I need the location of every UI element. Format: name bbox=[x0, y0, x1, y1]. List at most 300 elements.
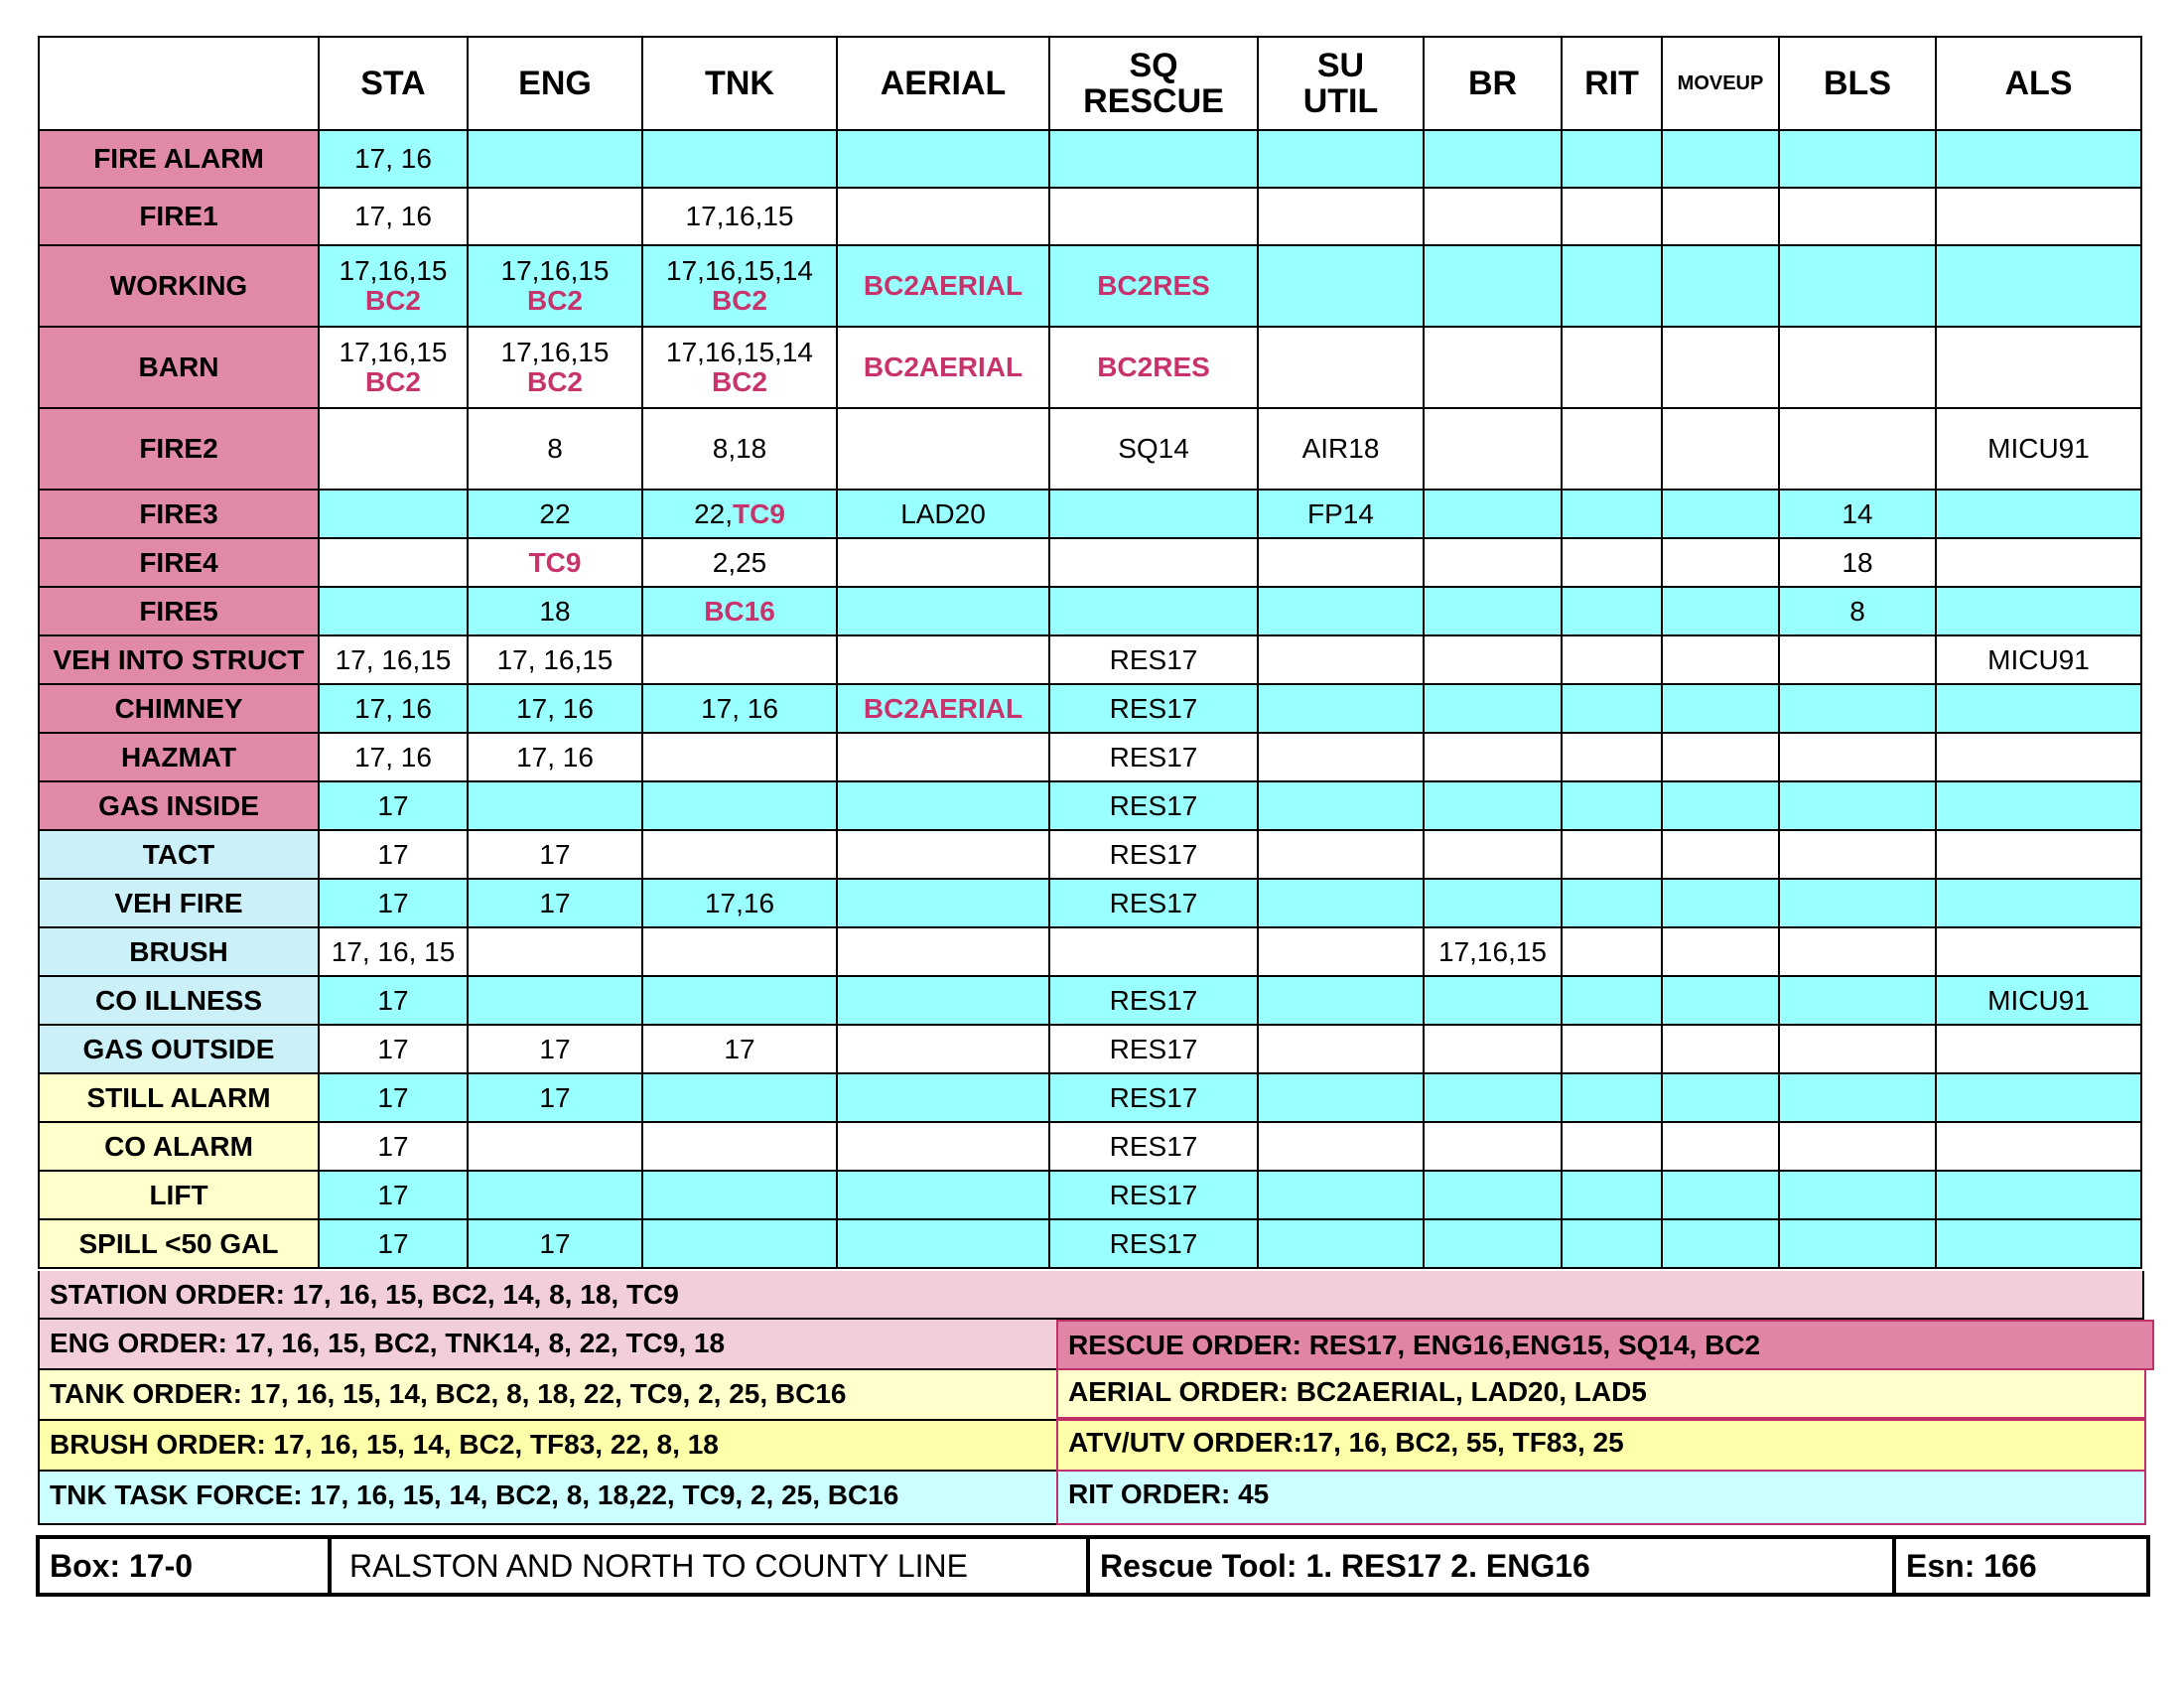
table-cell bbox=[1779, 1122, 1936, 1171]
table-cell bbox=[1662, 1122, 1779, 1171]
row-label: VEH INTO STRUCT bbox=[39, 635, 319, 684]
table-cell bbox=[1936, 830, 2141, 879]
table-row bbox=[39, 1025, 2141, 1073]
table-cell bbox=[1779, 587, 1936, 635]
row-label: FIRE1 bbox=[39, 188, 319, 245]
table-cell bbox=[642, 587, 837, 635]
row-label: BARN bbox=[39, 327, 319, 408]
unit-assignment: 8 bbox=[1849, 595, 1865, 627]
column-header-aerial: AERIAL bbox=[837, 37, 1049, 130]
unit-assignment-highlight: BC2RES bbox=[1097, 270, 1210, 301]
table-cell bbox=[1779, 408, 1936, 490]
table-cell bbox=[1562, 490, 1662, 538]
table-cell bbox=[468, 1025, 642, 1073]
column-header-su-util: SU UTIL bbox=[1258, 37, 1424, 130]
table-cell bbox=[319, 490, 468, 538]
table-cell bbox=[468, 1219, 642, 1268]
table-cell bbox=[468, 538, 642, 587]
table-cell bbox=[642, 1219, 837, 1268]
table-cell bbox=[1258, 976, 1424, 1025]
table-cell bbox=[319, 976, 468, 1025]
unit-assignment: 17 bbox=[377, 1179, 409, 1210]
table-cell bbox=[1049, 490, 1258, 538]
unit-assignment-highlight: TC9 bbox=[733, 497, 785, 529]
table-cell bbox=[319, 733, 468, 781]
table-cell bbox=[1936, 879, 2141, 927]
table-cell bbox=[1049, 1122, 1258, 1171]
table-cell bbox=[1562, 587, 1662, 635]
table-cell bbox=[319, 327, 468, 408]
table-cell bbox=[1049, 635, 1258, 684]
table-cell bbox=[1258, 188, 1424, 245]
table-cell bbox=[468, 1073, 642, 1122]
column-header-bls: BLS bbox=[1779, 37, 1936, 130]
table-cell bbox=[642, 1073, 837, 1122]
table-cell bbox=[1779, 327, 1936, 408]
unit-assignment: 17,16 bbox=[704, 887, 775, 918]
unit-assignment-highlight: BC2AERIAL bbox=[863, 270, 1024, 301]
table-cell bbox=[1424, 130, 1562, 188]
table-cell bbox=[319, 538, 468, 587]
table-cell bbox=[1562, 1122, 1662, 1171]
table-cell bbox=[319, 245, 468, 327]
table-cell bbox=[642, 538, 837, 587]
unit-assignment: SQ14 bbox=[1118, 433, 1189, 464]
aerial-order: AERIAL ORDER: BC2AERIAL, LAD20, LAD5 bbox=[1056, 1370, 2146, 1419]
table-cell bbox=[1562, 1025, 1662, 1073]
unit-assignment-highlight: BC2 bbox=[526, 366, 583, 397]
table-cell bbox=[642, 733, 837, 781]
unit-assignment: 17 bbox=[539, 1033, 571, 1064]
unit-assignment: MICU91 bbox=[1987, 984, 2090, 1016]
area-description: RALSTON AND NORTH TO COUNTY LINE bbox=[349, 1548, 968, 1584]
table-cell bbox=[1662, 879, 1779, 927]
row-label: LIFT bbox=[39, 1171, 319, 1219]
unit-assignment: 22 bbox=[539, 497, 571, 529]
table-cell bbox=[837, 684, 1049, 733]
table-cell bbox=[837, 327, 1049, 408]
table-cell bbox=[642, 781, 837, 830]
table-cell bbox=[1936, 1073, 2141, 1122]
unit-assignment: 17,16,15,14 bbox=[666, 337, 813, 367]
table-cell bbox=[1779, 733, 1936, 781]
table-cell bbox=[1424, 781, 1562, 830]
row-label: VEH FIRE bbox=[39, 879, 319, 927]
column-header-br: BR bbox=[1424, 37, 1562, 130]
table-row bbox=[39, 587, 2141, 635]
table-cell bbox=[319, 684, 468, 733]
table-cell bbox=[468, 781, 642, 830]
table-cell bbox=[1258, 1171, 1424, 1219]
table-cell bbox=[1779, 635, 1936, 684]
table-cell bbox=[1049, 1171, 1258, 1219]
table-cell bbox=[837, 1219, 1049, 1268]
table-cell bbox=[837, 830, 1049, 879]
esn-number: Esn: 166 bbox=[1906, 1548, 2037, 1584]
table-row bbox=[39, 684, 2141, 733]
table-cell bbox=[1562, 781, 1662, 830]
table-cell bbox=[468, 830, 642, 879]
table-cell bbox=[1424, 1171, 1562, 1219]
unit-assignment: 17, 16 bbox=[354, 143, 432, 174]
table-cell bbox=[642, 490, 837, 538]
table-cell bbox=[642, 830, 837, 879]
table-cell bbox=[837, 538, 1049, 587]
row-label: CO ALARM bbox=[39, 1122, 319, 1171]
row-label: BRUSH bbox=[39, 927, 319, 976]
table-cell bbox=[1779, 1025, 1936, 1073]
table-cell bbox=[1936, 245, 2141, 327]
column-header-sta: STA bbox=[319, 37, 468, 130]
table-cell bbox=[1049, 587, 1258, 635]
table-cell bbox=[1562, 1073, 1662, 1122]
unit-assignment: 17 bbox=[539, 887, 571, 918]
tnk-task-force-order: TNK TASK FORCE: 17, 16, 15, 14, BC2, 8, 18,22, TC9, 2, 25, BC16 bbox=[38, 1472, 1056, 1525]
table-cell bbox=[319, 1122, 468, 1171]
table-cell bbox=[1936, 927, 2141, 976]
unit-assignment-highlight: BC2AERIAL bbox=[863, 692, 1024, 724]
unit-assignment: RES17 bbox=[1109, 887, 1198, 918]
table-cell bbox=[1424, 879, 1562, 927]
row-label: GAS INSIDE bbox=[39, 781, 319, 830]
table-row bbox=[39, 733, 2141, 781]
table-cell bbox=[1049, 1025, 1258, 1073]
table-cell bbox=[1779, 976, 1936, 1025]
table-cell bbox=[1662, 781, 1779, 830]
unit-assignment: 17 bbox=[377, 887, 409, 918]
table-cell bbox=[1424, 408, 1562, 490]
table-cell bbox=[1936, 976, 2141, 1025]
unit-assignment-highlight: BC2AERIAL bbox=[863, 352, 1024, 382]
table-cell bbox=[1779, 927, 1936, 976]
table-cell bbox=[1424, 538, 1562, 587]
table-cell bbox=[1049, 927, 1258, 976]
table-cell bbox=[1258, 538, 1424, 587]
table-cell bbox=[1562, 327, 1662, 408]
table-cell bbox=[1258, 1219, 1424, 1268]
table-cell bbox=[642, 1025, 837, 1073]
table-cell bbox=[1049, 408, 1258, 490]
table-cell bbox=[1936, 408, 2141, 490]
table-cell bbox=[1562, 976, 1662, 1025]
table-cell bbox=[1562, 635, 1662, 684]
table-cell bbox=[1662, 188, 1779, 245]
table-cell bbox=[1779, 684, 1936, 733]
unit-assignment: 17,16,15 bbox=[500, 255, 610, 286]
table-cell bbox=[1662, 733, 1779, 781]
table-cell bbox=[1662, 408, 1779, 490]
unit-assignment-highlight: BC2 bbox=[526, 285, 583, 316]
table-cell bbox=[1424, 1122, 1562, 1171]
unit-assignment: 17 bbox=[377, 1227, 409, 1259]
table-cell bbox=[1662, 1025, 1779, 1073]
table-cell bbox=[319, 408, 468, 490]
unit-assignment-highlight: BC16 bbox=[704, 595, 775, 627]
table-cell bbox=[1779, 188, 1936, 245]
table-row bbox=[39, 327, 2141, 408]
table-row bbox=[39, 490, 2141, 538]
table-cell bbox=[1258, 684, 1424, 733]
table-cell bbox=[468, 245, 642, 327]
table-cell bbox=[1049, 976, 1258, 1025]
table-cell bbox=[1936, 587, 2141, 635]
table-row bbox=[39, 538, 2141, 587]
table-cell bbox=[642, 1122, 837, 1171]
table-cell bbox=[642, 327, 837, 408]
table-cell bbox=[1936, 733, 2141, 781]
table-cell bbox=[1424, 684, 1562, 733]
unit-assignment: RES17 bbox=[1109, 1179, 1198, 1210]
table-cell bbox=[1049, 684, 1258, 733]
unit-assignment-highlight: BC2 bbox=[711, 366, 767, 397]
unit-assignment: RES17 bbox=[1109, 1130, 1198, 1162]
table-cell bbox=[1424, 1073, 1562, 1122]
column-header-row bbox=[39, 37, 2141, 130]
row-label: FIRE4 bbox=[39, 538, 319, 587]
unit-assignment: LAD20 bbox=[900, 497, 986, 529]
table-cell bbox=[1936, 490, 2141, 538]
rescue-order: RESCUE ORDER: RES17, ENG16,ENG15, SQ14, BC2 bbox=[1056, 1320, 2154, 1370]
table-cell bbox=[319, 1219, 468, 1268]
table-cell bbox=[642, 130, 837, 188]
unit-assignment: 17,16,15 bbox=[1438, 935, 1547, 967]
table-cell bbox=[1562, 1171, 1662, 1219]
unit-assignment: 17 bbox=[377, 1081, 409, 1113]
table-cell bbox=[1562, 130, 1662, 188]
table-cell bbox=[468, 927, 642, 976]
table-cell bbox=[1662, 538, 1779, 587]
unit-assignment: 18 bbox=[539, 595, 571, 627]
unit-assignment: RES17 bbox=[1109, 1033, 1198, 1064]
table-cell bbox=[837, 1122, 1049, 1171]
unit-assignment: AIR18 bbox=[1301, 433, 1380, 464]
table-row bbox=[39, 781, 2141, 830]
unit-assignment: 17 bbox=[539, 1081, 571, 1113]
table-cell bbox=[1258, 927, 1424, 976]
unit-assignment: 17, 16 bbox=[354, 692, 432, 724]
table-row bbox=[39, 879, 2141, 927]
table-cell bbox=[1779, 130, 1936, 188]
table-cell bbox=[1562, 927, 1662, 976]
table-cell bbox=[468, 1171, 642, 1219]
tank-order: TANK ORDER: 17, 16, 15, 14, BC2, 8, 18, 22, TC9, 2, 25, BC16 bbox=[38, 1370, 1056, 1421]
table-cell bbox=[1258, 1025, 1424, 1073]
row-label: HAZMAT bbox=[39, 733, 319, 781]
unit-assignment: FP14 bbox=[1307, 497, 1374, 529]
table-cell bbox=[1258, 327, 1424, 408]
table-cell bbox=[642, 188, 837, 245]
table-row bbox=[39, 408, 2141, 490]
table-cell bbox=[468, 733, 642, 781]
unit-assignment-highlight: BC2 bbox=[364, 285, 421, 316]
unit-assignment: RES17 bbox=[1109, 984, 1198, 1016]
eng-order: ENG ORDER: 17, 16, 15, BC2, TNK14, 8, 22, TC9, 18 bbox=[38, 1320, 1056, 1370]
table-cell bbox=[1936, 1219, 2141, 1268]
footer-bar bbox=[36, 1535, 2150, 1597]
unit-assignment-highlight: TC9 bbox=[528, 546, 582, 578]
unit-assignment: RES17 bbox=[1109, 838, 1198, 870]
table-cell bbox=[1562, 830, 1662, 879]
table-cell bbox=[1258, 1122, 1424, 1171]
table-cell bbox=[1936, 188, 2141, 245]
table-cell bbox=[1562, 408, 1662, 490]
table-cell bbox=[1424, 733, 1562, 781]
table-row bbox=[39, 245, 2141, 327]
table-cell bbox=[1662, 327, 1779, 408]
unit-assignment-highlight: BC2 bbox=[711, 285, 767, 316]
table-cell bbox=[642, 245, 837, 327]
run-card-table bbox=[38, 36, 2142, 1269]
unit-assignment: 17, 16,15 bbox=[496, 643, 614, 675]
table-row bbox=[39, 130, 2141, 188]
table-cell bbox=[1424, 1219, 1562, 1268]
table-cell bbox=[1936, 538, 2141, 587]
table-cell bbox=[642, 1171, 837, 1219]
unit-assignment: 17 bbox=[539, 838, 571, 870]
table-cell bbox=[1424, 327, 1562, 408]
table-cell bbox=[1779, 1171, 1936, 1219]
unit-assignment: 17 bbox=[377, 984, 409, 1016]
table-cell bbox=[642, 879, 837, 927]
table-cell bbox=[468, 587, 642, 635]
table-row bbox=[39, 830, 2141, 879]
table-cell bbox=[837, 587, 1049, 635]
table-cell bbox=[1562, 879, 1662, 927]
table-cell bbox=[642, 684, 837, 733]
unit-assignment: RES17 bbox=[1109, 1081, 1198, 1113]
table-cell bbox=[319, 927, 468, 976]
unit-assignment: 17,16,15 bbox=[685, 201, 794, 231]
table-cell bbox=[1662, 1219, 1779, 1268]
table-cell bbox=[1258, 830, 1424, 879]
unit-assignment: 18 bbox=[1842, 546, 1873, 578]
table-cell bbox=[1258, 781, 1424, 830]
column-header-rit: RIT bbox=[1562, 37, 1662, 130]
table-cell bbox=[1049, 1073, 1258, 1122]
row-label: FIRE5 bbox=[39, 587, 319, 635]
unit-assignment: 22, bbox=[694, 497, 734, 529]
table-cell bbox=[1424, 188, 1562, 245]
table-cell bbox=[837, 245, 1049, 327]
table-cell bbox=[642, 635, 837, 684]
table-cell bbox=[468, 188, 642, 245]
table-cell bbox=[1049, 1219, 1258, 1268]
table-cell bbox=[1662, 245, 1779, 327]
table-cell bbox=[837, 976, 1049, 1025]
table-cell bbox=[837, 733, 1049, 781]
unit-assignment: 17, 16, 15 bbox=[331, 935, 456, 967]
table-cell bbox=[642, 976, 837, 1025]
table-cell bbox=[1049, 879, 1258, 927]
table-cell bbox=[319, 830, 468, 879]
column-header-eng: ENG bbox=[468, 37, 642, 130]
column-header-als: ALS bbox=[1936, 37, 2141, 130]
table-cell bbox=[1424, 927, 1562, 976]
table-cell bbox=[468, 490, 642, 538]
unit-assignment: 17 bbox=[377, 838, 409, 870]
table-cell bbox=[1779, 879, 1936, 927]
table-cell bbox=[1779, 1219, 1936, 1268]
table-cell bbox=[1662, 635, 1779, 684]
unit-assignment: 17 bbox=[377, 1033, 409, 1064]
unit-assignment: MICU91 bbox=[1987, 643, 2090, 675]
unit-assignment: 17, 16 bbox=[701, 692, 778, 724]
station-order: STATION ORDER: 17, 16, 15, BC2, 14, 8, 18, TC9 bbox=[38, 1271, 2144, 1320]
table-cell bbox=[1936, 635, 2141, 684]
table-row bbox=[39, 188, 2141, 245]
table-cell bbox=[1562, 538, 1662, 587]
row-label: FIRE2 bbox=[39, 408, 319, 490]
table-cell bbox=[837, 188, 1049, 245]
table-cell bbox=[319, 781, 468, 830]
table-cell bbox=[1562, 684, 1662, 733]
unit-assignment: RES17 bbox=[1109, 692, 1198, 724]
table-cell bbox=[1662, 927, 1779, 976]
column-header-sq-rescue: SQ RESCUE bbox=[1049, 37, 1258, 130]
table-cell bbox=[1049, 245, 1258, 327]
unit-assignment: RES17 bbox=[1109, 741, 1198, 773]
row-label: WORKING bbox=[39, 245, 319, 327]
table-cell bbox=[1562, 1219, 1662, 1268]
unit-assignment: 17, 16,15 bbox=[335, 643, 452, 675]
table-cell bbox=[1049, 733, 1258, 781]
table-cell bbox=[1424, 976, 1562, 1025]
table-cell bbox=[319, 1171, 468, 1219]
table-cell bbox=[1779, 245, 1936, 327]
table-cell bbox=[1424, 635, 1562, 684]
atv-utv-order: ATV/UTV ORDER:17, 16, BC2, 55, TF83, 25 bbox=[1056, 1419, 2146, 1472]
table-cell bbox=[319, 188, 468, 245]
table-cell bbox=[837, 130, 1049, 188]
unit-assignment: 17, 16 bbox=[516, 692, 594, 724]
unit-assignment: 17,16,15,14 bbox=[666, 255, 813, 286]
table-cell bbox=[1936, 781, 2141, 830]
row-label: STILL ALARM bbox=[39, 1073, 319, 1122]
table-cell bbox=[837, 781, 1049, 830]
table-cell bbox=[468, 408, 642, 490]
table-cell bbox=[1936, 1171, 2141, 1219]
table-cell bbox=[1562, 733, 1662, 781]
unit-assignment: 8,18 bbox=[712, 433, 767, 464]
unit-assignment: 17 bbox=[724, 1033, 755, 1064]
header-corner bbox=[39, 37, 319, 130]
row-label: FIRE3 bbox=[39, 490, 319, 538]
rescue-tool: Rescue Tool: 1. RES17 2. ENG16 bbox=[1100, 1548, 1590, 1584]
table-cell bbox=[642, 927, 837, 976]
table-cell bbox=[319, 1073, 468, 1122]
row-label: CO ILLNESS bbox=[39, 976, 319, 1025]
unit-assignment: 17 bbox=[539, 1227, 571, 1259]
table-cell bbox=[1424, 245, 1562, 327]
brush-order: BRUSH ORDER: 17, 16, 15, 14, BC2, TF83, 22, 8, 18 bbox=[38, 1421, 1056, 1472]
table-cell bbox=[837, 1025, 1049, 1073]
row-label: FIRE ALARM bbox=[39, 130, 319, 188]
table-cell bbox=[1049, 830, 1258, 879]
unit-assignment: 17,16,15 bbox=[500, 337, 610, 367]
table-cell bbox=[1936, 1025, 2141, 1073]
table-cell bbox=[1562, 188, 1662, 245]
table-cell bbox=[1258, 879, 1424, 927]
table-cell bbox=[319, 587, 468, 635]
table-cell bbox=[468, 879, 642, 927]
table-cell bbox=[1779, 830, 1936, 879]
table-cell bbox=[1049, 130, 1258, 188]
unit-assignment: RES17 bbox=[1109, 643, 1198, 675]
table-cell bbox=[1662, 830, 1779, 879]
table-cell bbox=[468, 976, 642, 1025]
table-cell bbox=[1258, 130, 1424, 188]
table-cell bbox=[1424, 1025, 1562, 1073]
